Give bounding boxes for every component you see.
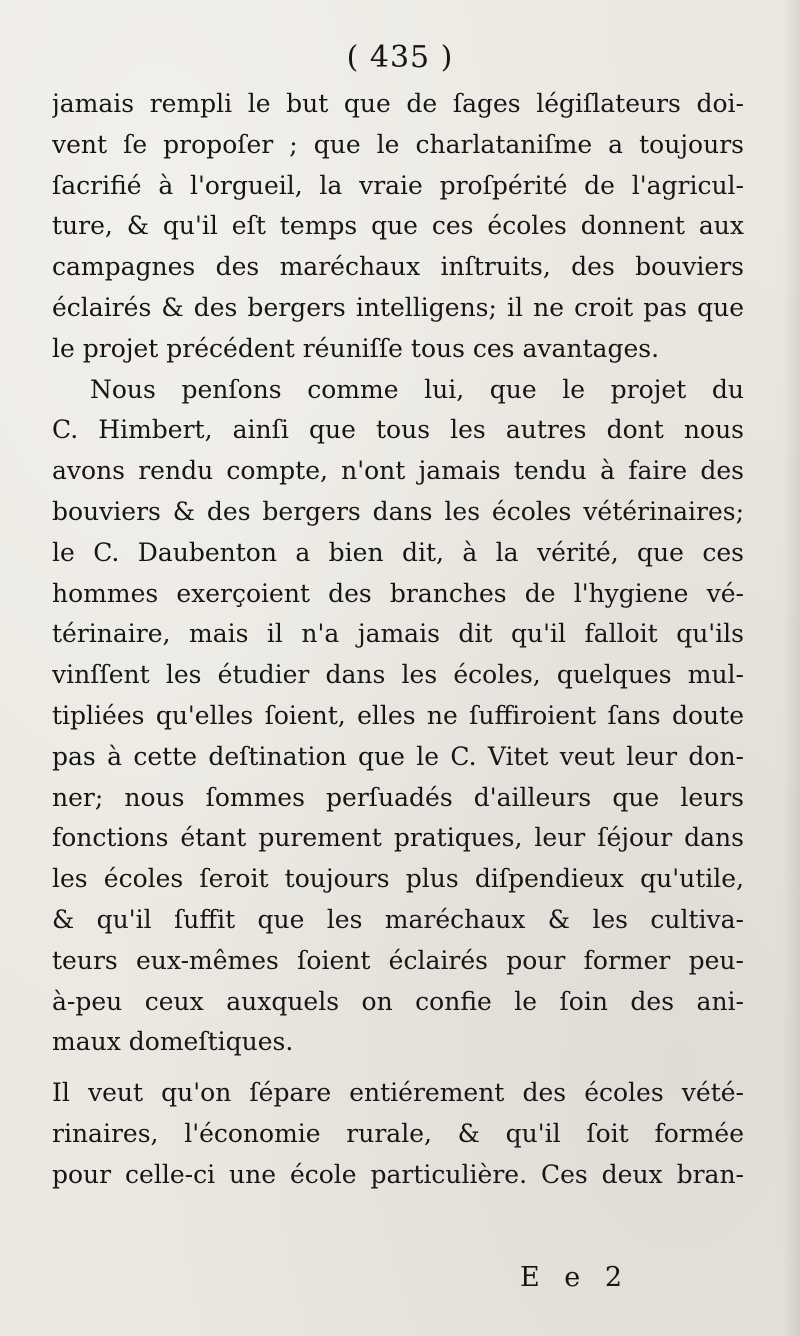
text-line: bouviers & des bergers dans les écoles vétérinaires;	[52, 496, 744, 526]
page-number: ( 435 )	[346, 40, 454, 75]
paragraph-start-line: Il veut qu'on ſépare entiérement des écoles vété-	[52, 1078, 744, 1108]
text-line: campagnes des maréchaux inſtruits, des bouviers	[52, 252, 744, 282]
text-line: les écoles ſeroit toujours plus diſpendieux qu'utile,	[52, 864, 744, 894]
body-text	[52, 84, 744, 1196]
text-line: C. Himbert, ainſi que tous les autres dont nous	[52, 415, 744, 445]
text-line: térinaire, mais il n'a jamais dit qu'il falloit qu'ils	[52, 619, 744, 649]
signature-mark: E e 2	[520, 1262, 631, 1293]
text-line: maux domeſtiques.	[52, 1027, 294, 1057]
text-line: le C. Daubenton a bien dit, à la vérité, que ces	[52, 537, 744, 567]
text-line: à-peu ceux auxquels on confie le ſoin des ani-	[52, 986, 744, 1016]
text-line: rinaires, l'économie rurale, & qu'il ſoit formée	[52, 1118, 744, 1148]
text-line: pour celle-ci une école particulière. Ces deux bran-	[52, 1159, 744, 1189]
text-line: ſacrifié à l'orgueil, la vraie proſpérité de l'agricul-	[52, 170, 744, 200]
text-line: jamais rempli le but que de ſages légiſlateurs doi-	[52, 89, 744, 118]
text-line: avons rendu compte, n'ont jamais tendu à faire des	[52, 456, 744, 486]
text-line: teurs eux-mêmes ſoient éclairés pour former peu-	[52, 945, 744, 975]
text-line: & qu'il ſuffit que les maréchaux & les cultiva-	[52, 904, 744, 934]
text-line: vent ſe propoſer ; que le charlataniſme a toujours	[52, 129, 744, 159]
paragraph-start-line: Nous penſons comme lui, que le projet du	[90, 374, 744, 404]
text-line: le projet précédent réuniſſe tous ces avantages.	[52, 333, 660, 363]
text-line: ner; nous ſommes perſuadés d'ailleurs que leurs	[52, 782, 744, 812]
page-edge-shadow	[782, 0, 800, 1336]
text-line: éclairés & des bergers intelligens; il ne croit pas que	[52, 292, 744, 322]
text-line: pas à cette deſtination que le C. Vitet veut leur don-	[52, 741, 744, 771]
text-line: tipliées qu'elles ſoient, elles ne ſuffiroient ſans doute	[52, 700, 744, 730]
text-line: fonctions étant purement pratiques, leur ſéjour dans	[52, 823, 744, 853]
text-line: hommes exerçoient des branches de l'hygiene vé-	[52, 578, 744, 608]
text-line: ture, & qu'il eſt temps que ces écoles donnent aux	[52, 211, 744, 241]
text-line: vinſſent les étudier dans les écoles, quelques mul-	[52, 660, 744, 690]
